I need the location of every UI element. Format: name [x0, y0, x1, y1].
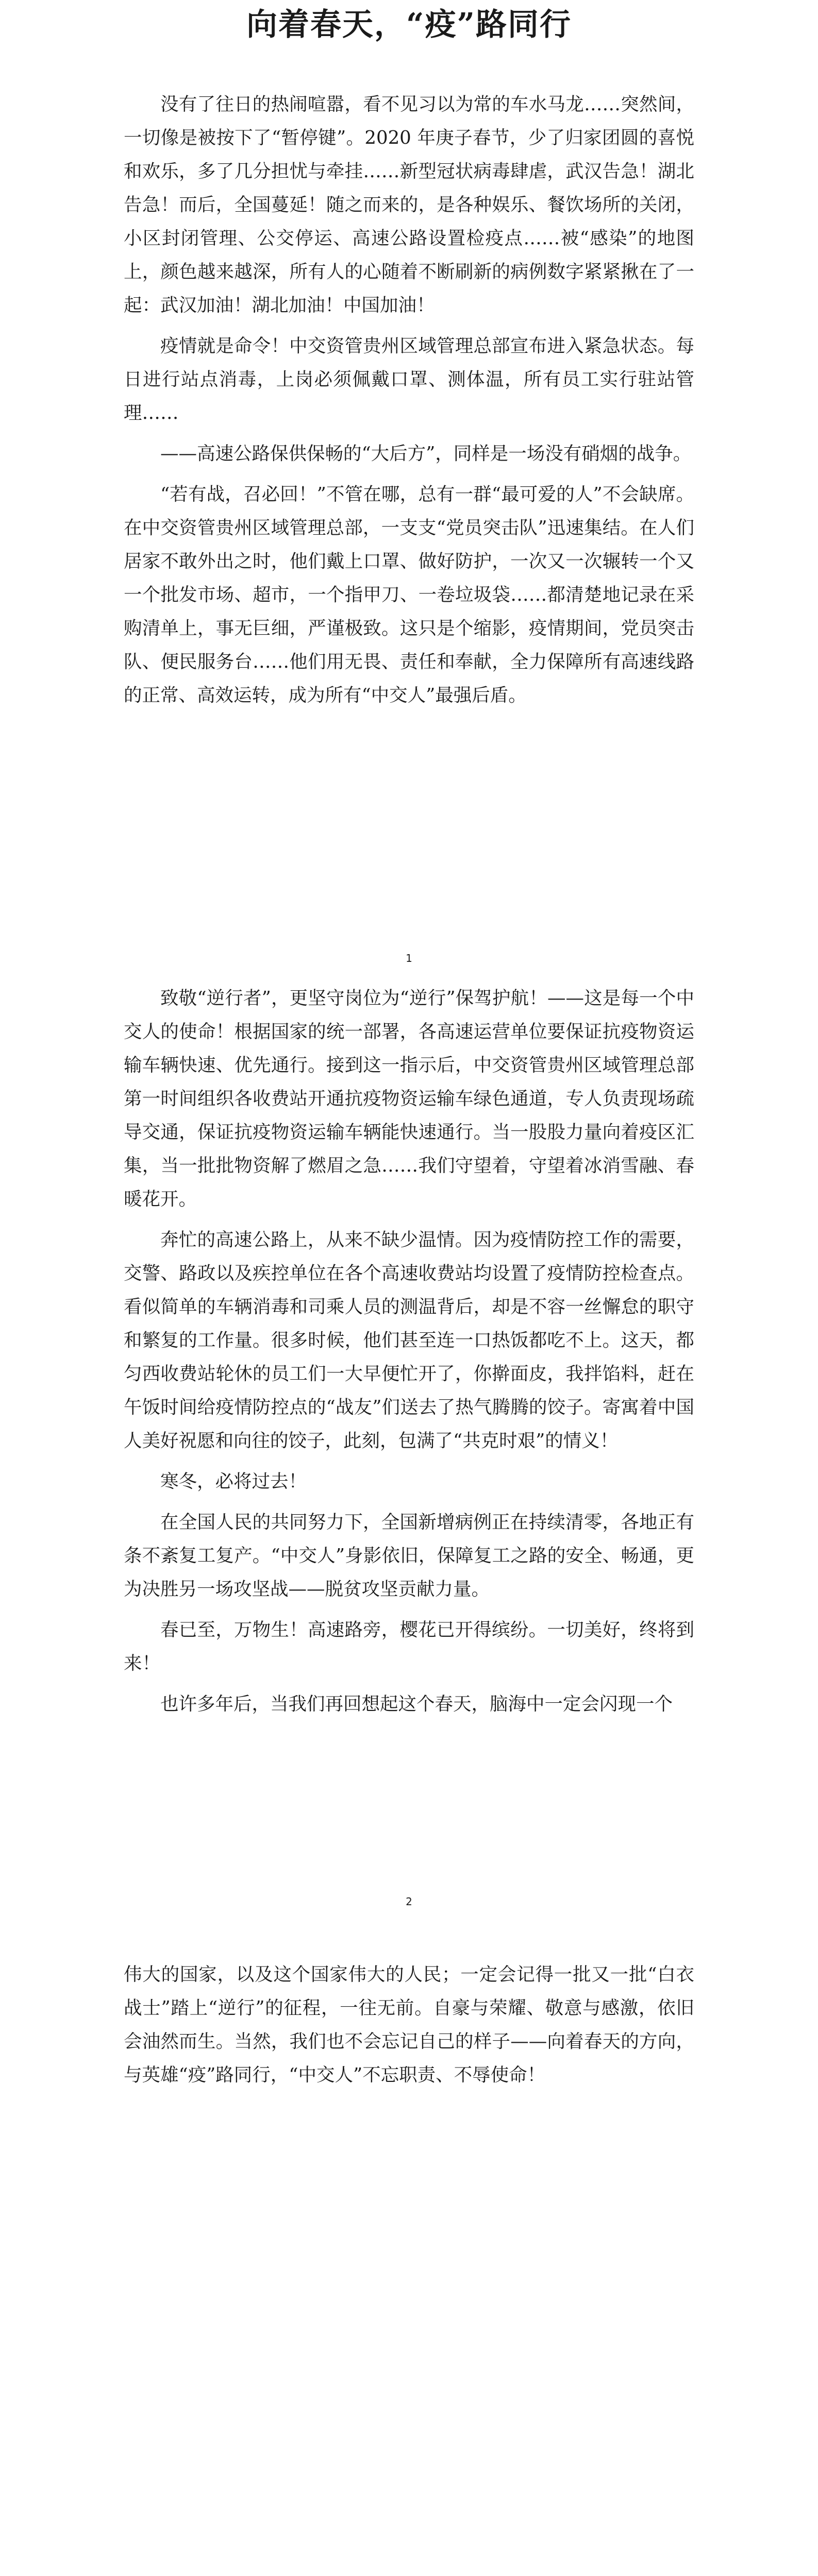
- document-title: 向着春天，“疫”路同行: [246, 7, 572, 43]
- paragraph: ——高速公路保供保畅的“大后方”，同样是一场没有硝烟的战争。: [160, 443, 692, 464]
- paragraph: “若有战，召必回！”不管在哪，总有一群“最可爱的人”不会缺席。在中交资管贵州区域管理总部，一支支“党员突击队”迅速集结。在人们居家不敢外出之时，他们戴上口罩、做好防护，一次又一次辗转一个又一个批发市场、超市，一个指甲刀、一卷垃圾袋……都清楚地记录在采购清单上，事无巨细，严谨极致。这只是个缩影，疫情期间，党员突击队、便民服务台……他们用无畏、责任和奉献，全力保障所有高速线路的正常、高效运转，成为所有“中交人”最强后盾。: [124, 484, 694, 706]
- document-page-1: [0, 0, 818, 976]
- paragraph: 致敬“逆行者”，更坚守岗位为“逆行”保驾护航！——这是每一个中交人的使命！根据国家的统一部署，各高速运营单位要保证抗疫物资运输车辆快速、优先通行。接到这一指示后，中交资管贵州区域管理总部第一时间组织各收费站开通抗疫物资运输车绿色通道，专人负责现场疏导交通，保证抗疫物资运输车辆能快速通行。当一股股力量向着疫区汇集，当一批批物资解了燃眉之急……我们守望着，守望着冰消雪融、春暖花开。: [124, 988, 694, 1210]
- document-page-2: [0, 976, 818, 1953]
- document-page-3: [0, 1953, 818, 2576]
- paragraph: 没有了往日的热闹喧嚣，看不见习以为常的车水马龙……突然间，一切像是被按下了“暂停键”。2020 年庚子春节，少了归家团圆的喜悦和欢乐，多了几分担忧与牵挂……新型冠状病毒肆虐，武汉告急！湖北告急！而后，全国蔓延！随之而来的，是各种娱乐、餐饮场所的关闭，小区封闭管理、公交停运、高速公路设置检疫点……被“感染”的地图上，颜色越来越深，所有人的心随着不断刷新的病例数字紧紧揪在了一起：武汉加油！湖北加油！中国加油！: [124, 94, 694, 316]
- page-number: 2: [406, 1895, 412, 1908]
- paragraph: 奔忙的高速公路上，从来不缺少温情。因为疫情防控工作的需要，交警、路政以及疾控单位在各个高速收费站均设置了疫情防控检查点。看似简单的车辆消毒和司乘人员的测温背后，却是不容一丝懈怠的职守和繁复的工作量。很多时候，他们甚至连一口热饭都吃不上。这天，都匀西收费站轮休的员工们一大早便忙开了，你擀面皮，我拌馅料，赶在午饭时间给疫情防控点的“战友”们送去了热气腾腾的饺子。寄寓着中国人美好祝愿和向往的饺子，此刻，包满了“共克时艰”的情义！: [124, 1229, 694, 1451]
- page-1-body: [124, 88, 694, 719]
- paragraph: 伟大的国家，以及这个国家伟大的人民；一定会记得一批又一批“白衣战士”踏上“逆行”的征程，一往无前。自豪与荣耀、敬意与感激，依旧会油然而生。当然，我们也不会忘记自己的样子——向着春天的方向，与英雄“疫”路同行，“中交人”不忘职责、不辱使命！: [124, 1964, 694, 2086]
- page-3-body: [124, 1958, 694, 2099]
- paragraph: 也许多年后，当我们再回想起这个春天，脑海中一定会闪现一个: [160, 1693, 673, 1715]
- page-number: 1: [406, 952, 412, 964]
- paragraph: 在全国人民的共同努力下，全国新增病例正在持续清零，各地正有条不紊复工复产。“中交人”身影依旧，保障复工之路的安全、畅通，更为决胜另一场攻坚战——脱贫攻坚贡献力量。: [124, 1512, 694, 1600]
- paragraph: 疫情就是命令！中交资管贵州区域管理总部宣布进入紧急状态。每日进行站点消毒，上岗必须佩戴口罩、测体温，所有员工实行驻站管理……: [124, 335, 694, 423]
- page-2-body: [124, 981, 694, 1728]
- paragraph: 春已至，万物生！高速路旁，樱花已开得缤纷。一切美好，终将到来！: [124, 1619, 694, 1674]
- paragraph: 寒冬，必将过去！: [160, 1471, 307, 1492]
